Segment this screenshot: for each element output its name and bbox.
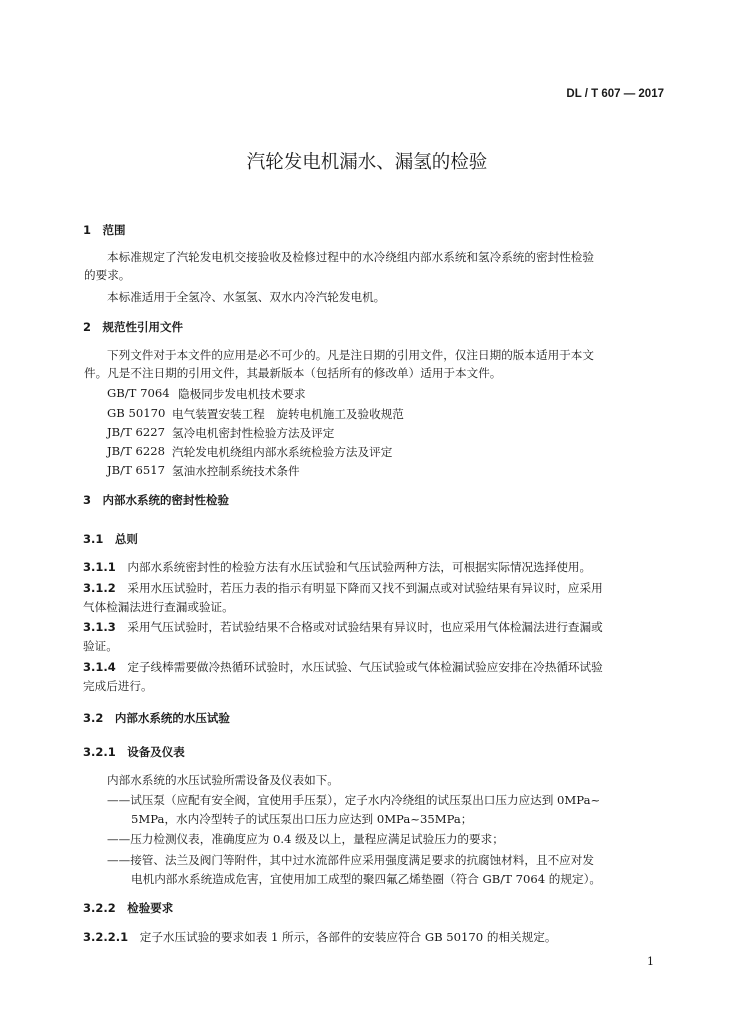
reference-item: JB/T 6228 [107, 444, 165, 458]
section-3-2-1-heading: 3.2.1 设备及仪表 [83, 745, 185, 759]
equipment-item-3-line-1: ——接管、法兰及阀门等附件，其中过水流部件应采用强度满足要求的抗腐蚀材料，且不应对发 [107, 853, 594, 867]
reference-title: 隐极同步发电机技术要求 [178, 387, 306, 401]
clause-text: 采用气压试验时，若试验结果不合格或对试验结果有异议时，也应采用气体检漏法进行查漏或 [127, 620, 603, 634]
reference-item: GB 50170 [107, 406, 166, 420]
s2-paragraph-line-2: 件。凡是不注日期的引用文件，其最新版本（包括所有的修改单）适用于本文件。 [84, 366, 502, 380]
equipment-item-1-line-1: ——试压泵（应配有安全阀，宜使用手压泵），定子水内冷绕组的试压泵出口压力应达到 0MPa~ [107, 793, 601, 807]
equipment-item-3-line-2: 电机内部水系统造成危害，宜使用加工成型的聚四氟乙烯垫圈（符合 GB/T 7064 的规定）。 [131, 872, 601, 886]
reference-title: 氢油水控制系统技术条件 [172, 464, 300, 478]
section-3-2-heading: 3.2 内部水系统的水压试验 [83, 711, 230, 725]
page-number: 1 [647, 955, 654, 968]
clause-3-1-3-line-2: 验证。 [83, 639, 118, 653]
s1-paragraph-2: 本标准适用于全氢冷、水氢氢、双水内冷汽轮发电机。 [107, 290, 386, 304]
s2-paragraph-line-1: 下列文件对于本文件的应用是必不可少的。凡是注日期的引用文件，仅注日期的版本适用于本文 [107, 348, 594, 362]
clause-3-1-2-line-2: 气体检漏法进行查漏或验证。 [83, 600, 234, 614]
clause-text: 采用水压试验时，若压力表的指示有明显下降而又找不到漏点或对试验结果有异议时，应采用 [127, 581, 603, 595]
equipment-intro: 内部水系统的水压试验所需设备及仪表如下。 [107, 773, 339, 787]
clause-text: 定子水压试验的要求如表 1 所示，各部件的安装应符合 GB 50170 的相关规定。 [139, 930, 557, 944]
document-title: 汽轮发电机漏水、漏氢的检验 [246, 152, 488, 173]
section-3-2-2-heading: 3.2.2 检验要求 [83, 901, 174, 915]
clause-3-1-4-line-1 [83, 659, 603, 675]
clause-number: 3.1.4 [83, 660, 116, 674]
clause-3-1-2-line-1 [83, 580, 603, 596]
reference-item: JB/T 6227 [107, 425, 165, 439]
clause-text: 定子线棒需要做冷热循环试验时，水压试验、气压试验或气体检漏试验应安排在冷热循环试验 [127, 660, 603, 674]
reference-item: GB/T 7064 [107, 386, 170, 400]
reference-title: 汽轮发电机绕组内部水系统检验方法及评定 [172, 445, 393, 459]
clause-text: 内部水系统密封性的检验方法有水压试验和气压试验两种方法，可根据实际情况选择使用。 [127, 560, 592, 574]
clause-3-1-4-line-2: 完成后进行。 [83, 679, 153, 693]
clause-number: 3.2.2.1 [83, 930, 129, 944]
clause-number: 3.1.1 [83, 560, 116, 574]
clause-number: 3.1.2 [83, 581, 116, 595]
clause-3-2-2-1 [83, 929, 556, 945]
section-3-1-heading: 3.1 总则 [83, 532, 138, 546]
s1-paragraph-1-line-2: 的要求。 [84, 268, 131, 282]
section-2-heading: 2 规范性引用文件 [83, 320, 184, 334]
clause-number: 3.1.3 [83, 620, 116, 634]
s1-paragraph-1-line-1: 本标准规定了汽轮发电机交接验收及检修过程中的水冷绕组内部水系统和氢冷系统的密封性检验 [107, 250, 594, 264]
section-3-heading: 3 内部水系统的密封性检验 [83, 493, 230, 507]
clause-3-1-1 [83, 559, 591, 575]
equipment-item-1-line-2: 5MPa，水内冷型转子的试压泵出口压力应达到 0MPa~35MPa； [131, 812, 473, 826]
equipment-item-2: ——压力检测仪表，准确度应为 0.4 级及以上，量程应满足试验压力的要求； [107, 832, 504, 846]
section-1-heading: 1 范围 [83, 223, 126, 237]
clause-3-1-3-line-1 [83, 619, 603, 635]
reference-title: 电气装置安装工程 旋转电机施工及验收规范 [172, 407, 404, 421]
reference-item: JB/T 6517 [107, 463, 165, 477]
standard-code: DL / T 607 — 2017 [566, 88, 664, 100]
reference-title: 氢冷电机密封性检验方法及评定 [172, 426, 335, 440]
